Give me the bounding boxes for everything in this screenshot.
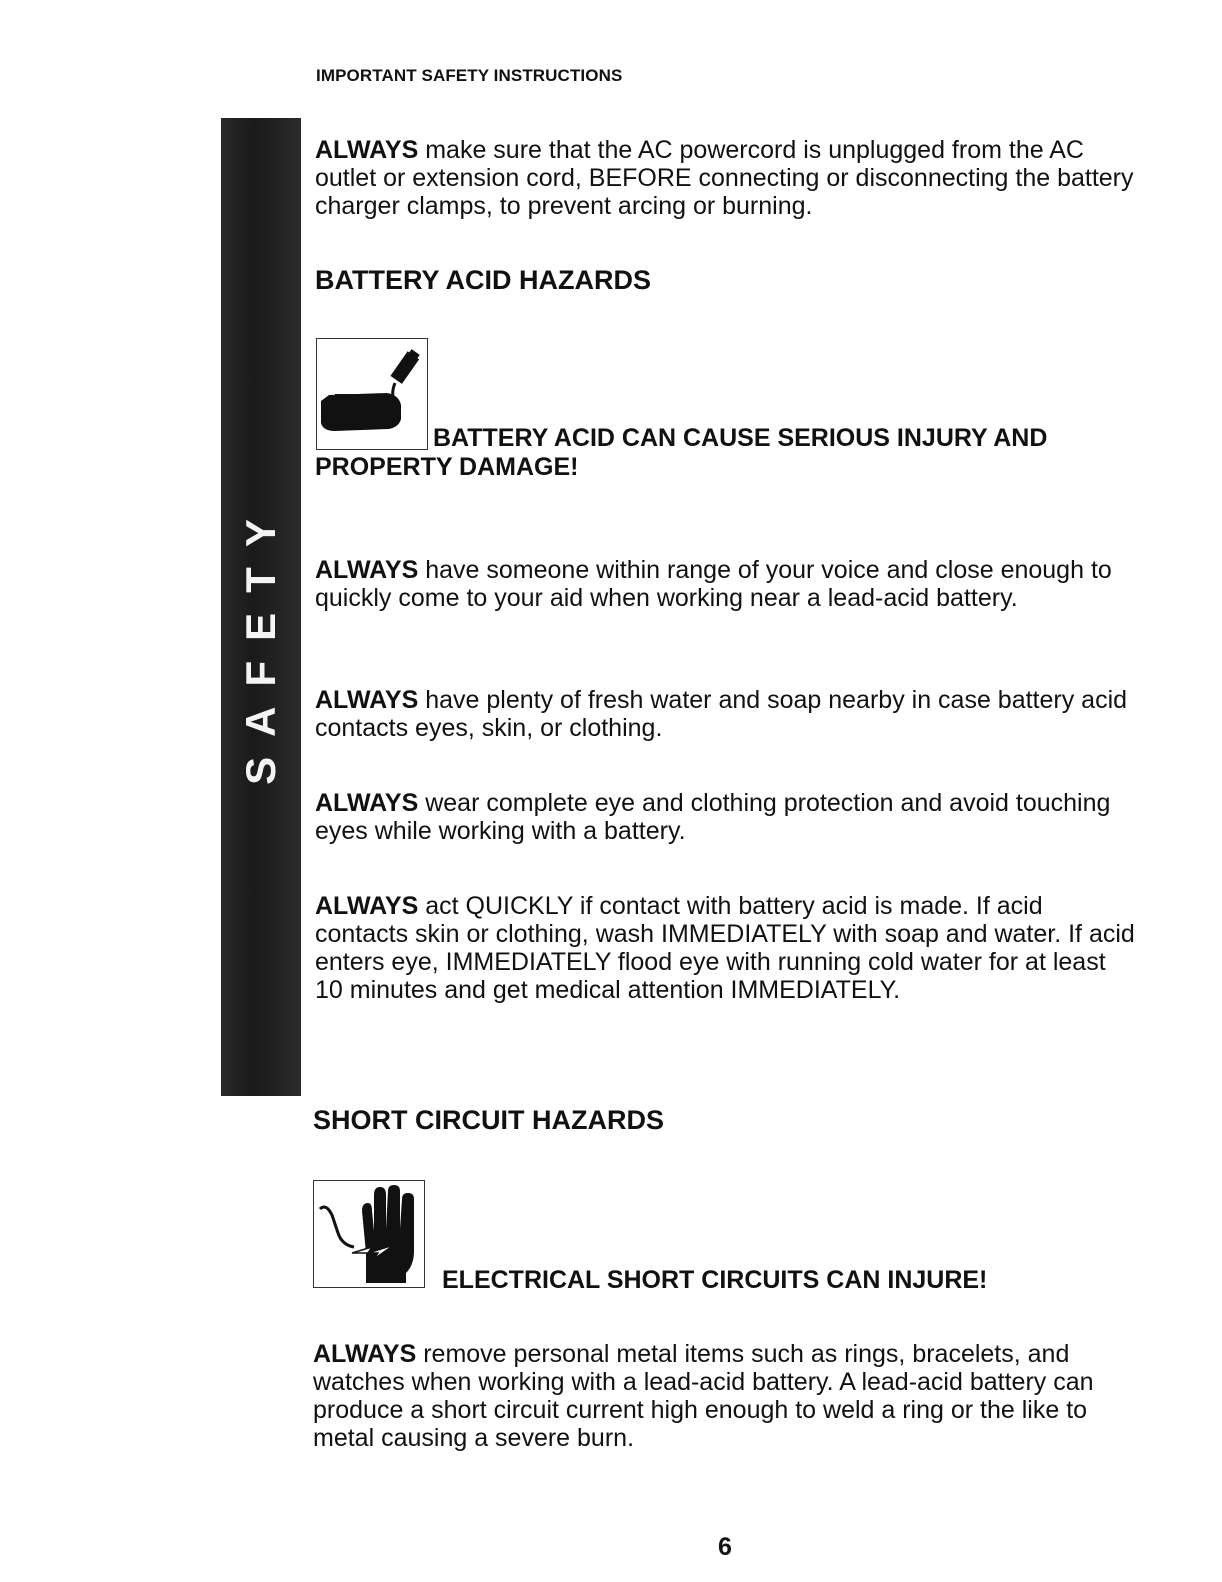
always-lead: ALWAYS	[315, 789, 419, 817]
safety-side-tab-label-wrap	[221, 118, 301, 1096]
short-item-1	[313, 1340, 1133, 1452]
short-circuit-warning: ELECTRICAL SHORT CIRCUITS CAN INJURE!	[442, 1266, 988, 1294]
paragraph-text: act QUICKLY if contact with battery acid is made. If acid contacts skin or clothing, wash IMMEDIATELY with soap and water. If acid enters eye, IMMEDIATELY flood eye with running cold water for at least 10 minutes and get medical attention IMMEDIATELY.	[315, 892, 1135, 1004]
paragraph-text: have plenty of fresh water and soap nearby in case battery acid contacts eyes, skin, or clothing.	[315, 686, 1128, 742]
safety-side-tab-label: SAFETY	[237, 499, 284, 785]
battery-acid-heading: BATTERY ACID HAZARDS	[315, 265, 651, 295]
always-lead: ALWAYS	[315, 136, 419, 164]
acid-item-3	[315, 789, 1135, 845]
acid-item-2	[315, 686, 1135, 742]
acid-item-1	[315, 556, 1135, 612]
always-lead: ALWAYS	[315, 892, 419, 920]
paragraph-text: make sure that the AC powercord is unplugged from the AC outlet or extension cord, BEFORE connecting or disconnecting the battery charger clamps, to prevent arcing or burning.	[315, 136, 1134, 220]
acid-warning-line1: BATTERY ACID CAN CAUSE SERIOUS INJURY AND	[433, 424, 1048, 452]
intro-paragraph	[315, 136, 1135, 220]
always-lead: ALWAYS	[315, 556, 419, 584]
paragraph-text: have someone within range of your voice and close enough to quickly come to your aid when working near a lead-acid battery.	[315, 556, 1112, 612]
acid-warning-line2: PROPERTY DAMAGE!	[315, 453, 579, 481]
page-number: 6	[718, 1533, 732, 1561]
paragraph-text: remove personal metal items such as rings, bracelets, and watches when working with a lead-acid battery. A lead-acid battery can produce a short circuit current high enough to weld a ring or the like to metal causing a severe burn.	[313, 1340, 1094, 1452]
page-header: IMPORTANT SAFETY INSTRUCTIONS	[316, 66, 623, 85]
acid-hand-icon	[316, 338, 428, 450]
short-circuit-heading: SHORT CIRCUIT HAZARDS	[313, 1105, 664, 1135]
always-lead: ALWAYS	[313, 1340, 417, 1368]
paragraph-text: wear complete eye and clothing protection and avoid touching eyes while working with a battery.	[315, 789, 1111, 845]
always-lead: ALWAYS	[315, 686, 419, 714]
acid-item-4	[315, 892, 1135, 1004]
electric-hand-icon	[313, 1180, 425, 1288]
